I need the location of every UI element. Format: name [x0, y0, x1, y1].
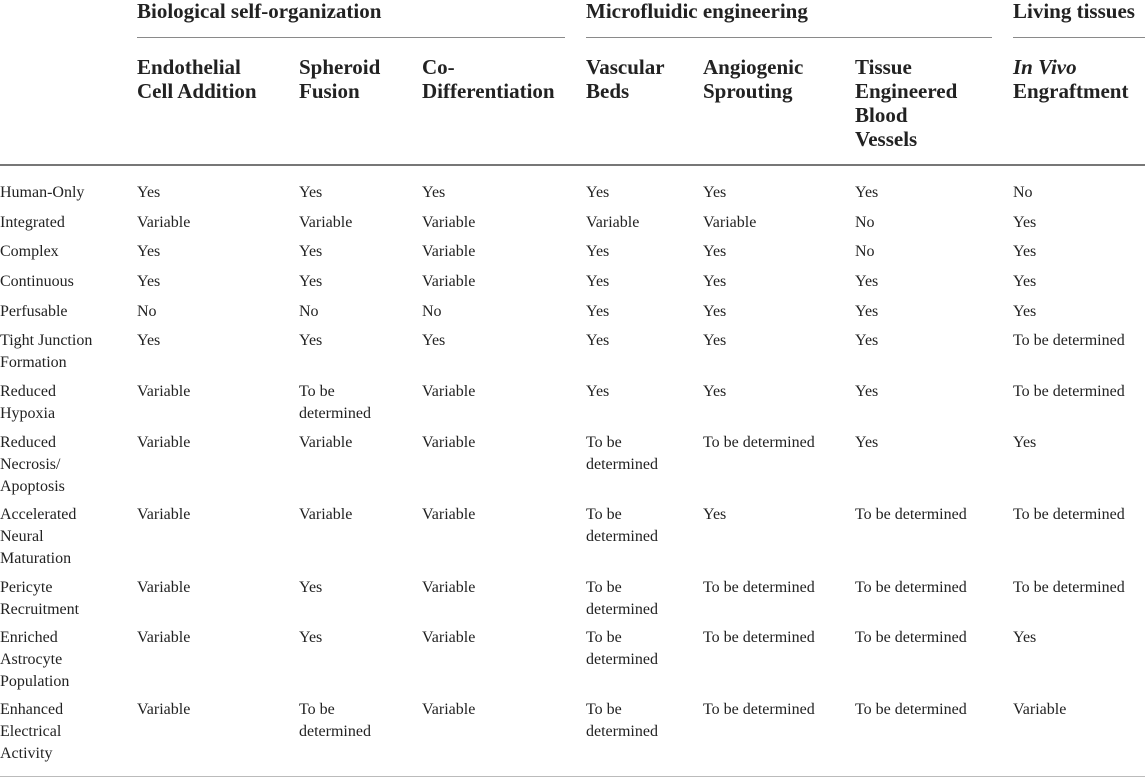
table-cell: To be determined [586, 434, 658, 473]
table-cell: Variable [299, 434, 353, 451]
table-cell: Yes [703, 273, 727, 290]
table-cell: No [855, 243, 875, 260]
table-cell: To be determined [855, 629, 967, 646]
table-cell: Variable [137, 434, 191, 451]
table-cell: To be determined [299, 701, 371, 740]
table-cell: Yes [299, 332, 323, 349]
table-cell: To be determined [1013, 579, 1125, 596]
table-cell: Yes [586, 243, 610, 260]
row-label: Enhanced Electrical Activity [0, 701, 64, 762]
table-cell: Yes [422, 184, 446, 201]
table-cell: Variable [137, 579, 191, 596]
table-cell: To be determined [586, 629, 658, 668]
table-cell: Variable [137, 214, 191, 231]
table-cell: Variable [1013, 701, 1067, 718]
table-cell: Yes [299, 273, 323, 290]
group-rule-biological [137, 37, 565, 38]
table-cell: To be determined [586, 579, 658, 618]
table-cell: Variable [422, 273, 476, 290]
row-label: Continuous [0, 273, 74, 290]
table-cell: No [137, 303, 157, 320]
table-cell: No [299, 303, 319, 320]
column-header-tebv: Tissue Engineered Blood Vessels [855, 55, 958, 151]
table-cell: Yes [855, 184, 879, 201]
table-cell: Yes [1013, 273, 1037, 290]
table-cell: Variable [422, 383, 476, 400]
table-cell: Variable [299, 214, 353, 231]
group-rule-microfluidic [586, 37, 992, 38]
row-label: Enriched Astrocyte Population [0, 629, 70, 690]
table-cell: Yes [703, 184, 727, 201]
table-cell: Variable [137, 506, 191, 523]
table-cell: To be determined [1013, 383, 1125, 400]
bottom-rule [0, 776, 1145, 777]
table-cell: Yes [703, 383, 727, 400]
table-cell: Yes [703, 332, 727, 349]
row-label: Perfusable [0, 303, 68, 320]
table-cell: Variable [586, 214, 640, 231]
row-label: Complex [0, 243, 59, 260]
table-cell: Yes [1013, 303, 1037, 320]
table-cell: Yes [703, 303, 727, 320]
table-cell: To be determined [703, 701, 815, 718]
table-cell: Yes [422, 332, 446, 349]
table-cell: Yes [299, 184, 323, 201]
table-cell: To be determined [855, 701, 967, 718]
row-label: Tight Junction Formation [0, 332, 93, 371]
table-cell: To be determined [703, 579, 815, 596]
table-cell: Yes [299, 629, 323, 646]
row-label: Reduced Necrosis/ Apoptosis [0, 434, 65, 495]
in-vivo-italic: In Vivo [1013, 55, 1077, 79]
table-cell: Yes [586, 303, 610, 320]
row-label: Reduced Hypoxia [0, 383, 56, 422]
row-label: Integrated [0, 214, 65, 231]
table-cell: To be determined [855, 579, 967, 596]
table-cell: Yes [137, 273, 161, 290]
table-cell: Yes [855, 332, 879, 349]
table-cell: Yes [855, 303, 879, 320]
table-cell: Variable [422, 506, 476, 523]
engraftment-label: Engraftment [1013, 79, 1129, 103]
table-cell: Yes [855, 383, 879, 400]
table-cell: Yes [1013, 434, 1037, 451]
table-cell: Variable [422, 243, 476, 260]
column-header-vascular-beds: Vascular Beds [586, 55, 665, 103]
table-cell: Yes [703, 506, 727, 523]
column-header-ec-addition: Endothelial Cell Addition [137, 55, 257, 103]
table-cell: To be determined [855, 506, 967, 523]
table-cell: To be determined [703, 434, 815, 451]
row-label: Pericyte Recruitment [0, 579, 80, 618]
table-cell: No [855, 214, 875, 231]
table-cell: Yes [855, 273, 879, 290]
table-cell: Variable [137, 701, 191, 718]
table-cell: Yes [586, 184, 610, 201]
column-header-spheroid-fusion: Spheroid Fusion [299, 55, 381, 103]
table-cell: Yes [137, 332, 161, 349]
column-header-co-differentiation: Co- Differentiation [422, 55, 555, 103]
group-header-biological: Biological self-organization [137, 0, 382, 23]
table-cell: Yes [586, 383, 610, 400]
table-cell: To be determined [586, 701, 658, 740]
table-cell: Variable [137, 383, 191, 400]
table-cell: Yes [1013, 629, 1037, 646]
table-cell: No [1013, 184, 1033, 201]
table-cell: To be determined [703, 629, 815, 646]
table-cell: Yes [137, 243, 161, 260]
table-cell: Variable [137, 629, 191, 646]
group-header-living: Living tissues [1013, 0, 1135, 23]
table-cell: Yes [1013, 243, 1037, 260]
column-header-angiogenic-sprouting: Angiogenic Sprouting [703, 55, 804, 103]
table-cell: Variable [299, 506, 353, 523]
table-cell: Yes [586, 273, 610, 290]
table-cell: Yes [855, 434, 879, 451]
table-cell: Yes [1013, 214, 1037, 231]
table-cell: To be determined [1013, 506, 1125, 523]
table-cell: Variable [422, 701, 476, 718]
table-cell: No [422, 303, 442, 320]
table-cell: To be determined [299, 383, 371, 422]
table-cell: Yes [137, 184, 161, 201]
group-rule-living [1013, 37, 1145, 38]
table-cell: Variable [422, 629, 476, 646]
table-cell: Yes [299, 579, 323, 596]
table-cell: Variable [422, 434, 476, 451]
table-cell: Variable [422, 214, 476, 231]
row-label: Accelerated Neural Maturation [0, 506, 77, 567]
table-cell: Variable [422, 579, 476, 596]
table-cell: To be determined [1013, 332, 1125, 349]
row-label: Human-Only [0, 184, 85, 201]
table-cell: Yes [586, 332, 610, 349]
table-cell: To be determined [586, 506, 658, 545]
header-rule [0, 164, 1145, 166]
group-header-microfluidic: Microfluidic engineering [586, 0, 808, 23]
column-header-in-vivo-engraftment [1013, 55, 1145, 103]
table-cell: Yes [299, 243, 323, 260]
table-cell: Variable [703, 214, 757, 231]
table-cell: Yes [703, 243, 727, 260]
